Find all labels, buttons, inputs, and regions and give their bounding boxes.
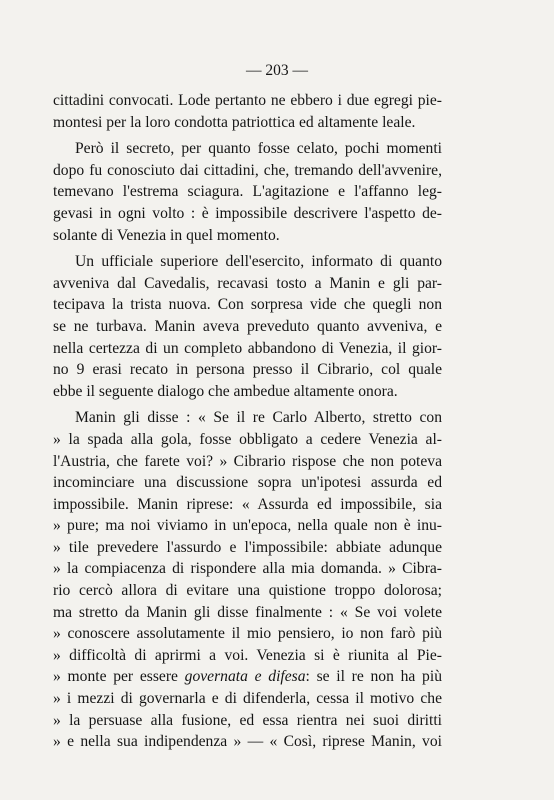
text-line: » la compiacenza di rispondere alla mia domanda. » Cibra- <box>53 560 442 578</box>
italic-phrase: governata e difesa <box>184 668 306 686</box>
text-line: » pure; ma noi viviamo in un'epoca, nella quale non è inu- <box>53 517 442 535</box>
text-line: » e nella sua indipendenza » — « Così, riprese Manin, voi <box>53 733 442 751</box>
text-line: gevasi in ogni volto : è impossibile descrivere l'aspetto de- <box>53 204 442 222</box>
text-line: avveniva dal Cavedalis, recavasi tosto a Manin e gli par- <box>53 274 442 292</box>
text-line <box>53 666 442 688</box>
text-line: temevano l'estrema sciagura. L'agitazione e l'affanno leg- <box>53 183 442 201</box>
text-line: ma stretto da Manin gli disse finalmente : « Se voi volete <box>53 603 442 621</box>
text-line: » tile prevedere l'assurdo e l'impossibile: abbiate adunque <box>53 538 442 556</box>
text-line: Però il secreto, per quanto fosse celato, pochi momenti <box>75 140 442 158</box>
text-line: nella certezza di un completo abbandono di Venezia, il gior- <box>53 339 442 357</box>
text-line: Un ufficiale superiore dell'esercito, informato di quanto <box>75 253 442 271</box>
text-line: » la persuase alla fusione, ed essa rientra nei suoi diritti <box>53 711 442 729</box>
text-line: cittadini convocati. Lode pertanto ne ebbero i due egregi pie- <box>53 92 442 109</box>
page-number: — 203 — <box>246 62 308 79</box>
text-line: solante di Venezia in quel momento. <box>53 226 280 244</box>
text-line: se ne turbava. Manin aveva preveduto quanto avveniva, e <box>53 317 442 335</box>
text-line: » i mezzi di governarla e di difenderla, cessa il motivo che <box>53 690 442 708</box>
text-line: tecipava la trista nuova. Con sorpresa vide che quegli non <box>53 296 442 314</box>
text-line: rio cercò allora di evitare una quistione troppo dolorosa; <box>53 582 442 600</box>
text-line: ebbe il seguente dialogo che ambedue altamente onora. <box>53 382 398 400</box>
text-line: impossibile. Manin riprese: « Assurda ed impossibile, sia <box>53 495 442 513</box>
text-line: montesi per la loro condotta patriottica ed altamente leale. <box>53 113 416 131</box>
body-text <box>53 90 442 753</box>
text-line: » la spada alla gola, fosse obbligato a cedere Venezia al- <box>53 430 442 448</box>
text-line: » conoscere assolutamente il mio pensiero, io non farò più <box>53 625 442 643</box>
text-line: dopo fu conosciuto dai cittadini, che, tremando dell'avvenire, <box>53 161 442 179</box>
text-line: incominciare una discussione sopra un'ipotesi assurda ed <box>53 474 442 492</box>
text-fragment: : se il re non ha più <box>305 668 442 686</box>
text-line: » difficoltà di aprirmi a voi. Venezia si è riunita al Pie- <box>53 646 442 664</box>
text-fragment: » monte per essere <box>53 668 185 686</box>
text-line: Manin gli disse : « Se il re Carlo Alberto, stretto con <box>75 409 442 427</box>
text-line: no 9 erasi recato in persona presso il Cibrario, col quale <box>53 361 442 379</box>
text-line: l'Austria, che farete voi? » Cibrario rispose che non poteva <box>53 452 442 470</box>
